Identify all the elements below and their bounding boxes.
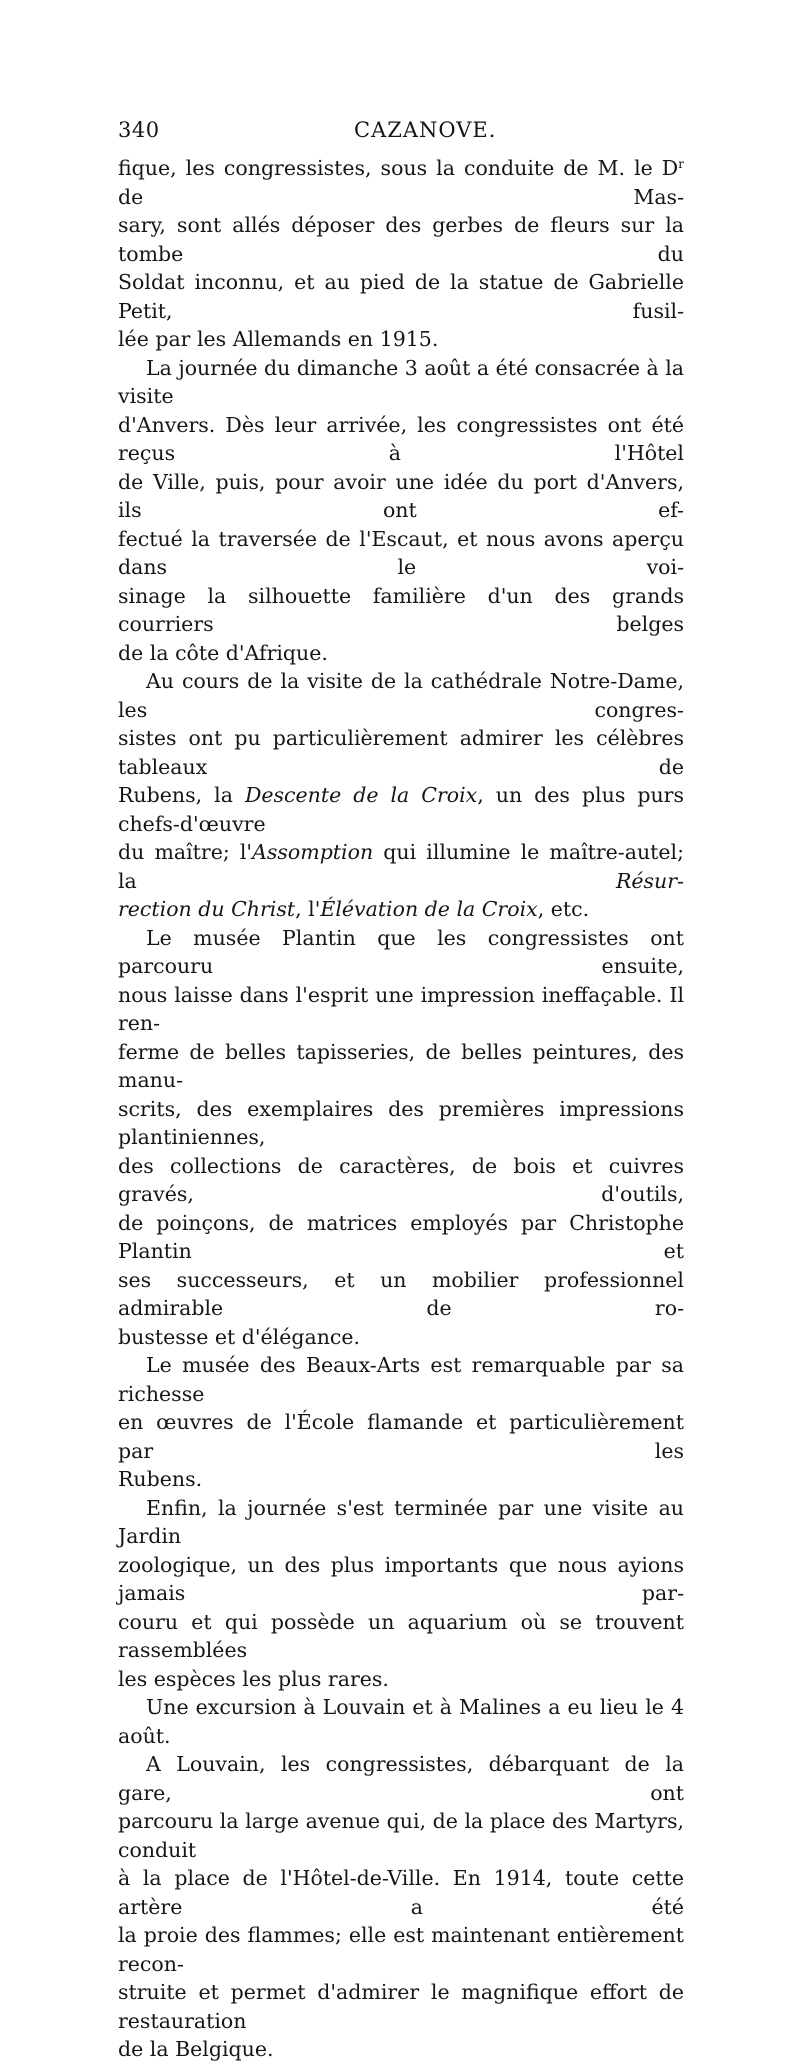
text-line: Une excursion à Louvain et à Malines a eu lieu le 4 août. xyxy=(118,1695,684,1748)
text-line: couru et qui possède un aquarium où se trouvent rassemblées xyxy=(118,1609,684,1662)
text-line: parcouru la large avenue qui, de la place des Martyrs, conduit xyxy=(118,1809,684,1862)
text-line: de poinçons, de matrices employés par Christophe Plantin et xyxy=(118,1210,684,1263)
text-line: zoologique, un des plus importants que nous ayions jamais par- xyxy=(118,1552,684,1605)
text-line: de la Belgique. xyxy=(118,2037,274,2061)
running-title: CAZANOVE. xyxy=(354,118,497,142)
text-line: Le musée Plantin que les congressistes ont parcouru ensuite, xyxy=(118,925,684,978)
text-line: Au cours de la visite de la cathédrale Notre-Dame, les congres- xyxy=(118,669,684,722)
text-line: lée par les Allemands en 1915. xyxy=(118,327,439,351)
text-line: sistes ont pu particulièrement admirer les célèbres tableaux de xyxy=(118,726,684,779)
text-line: de la côte d'Afrique. xyxy=(118,640,328,665)
text-line: bustesse et d'élégance. xyxy=(118,1324,361,1349)
text-line: fectué la traversée de l'Escaut, et nous avons aperçu dans le voi- xyxy=(118,526,684,579)
text-line: struite et permet d'admirer le magnifique effort de restauration xyxy=(118,1980,684,2033)
text-line: Rubens, la Descente de la Croix, un des plus purs chefs-d'œuvre xyxy=(118,783,684,836)
text-line: d'Anvers. Dès leur arrivée, les congressistes ont été reçus à l'Hôtel xyxy=(118,412,684,465)
text-line: sinage la silhouette familière d'un des grands courriers belges xyxy=(118,583,684,636)
text-line: du maître; l'Assomption qui illumine le maître-autel; la Résur- xyxy=(118,840,684,893)
text-line: A Louvain, les congressistes, débarquant de la gare, ont xyxy=(118,1752,684,1805)
text-line: ferme de belles tapisseries, de belles peintures, des manu- xyxy=(118,1039,684,1092)
text-line: nous laisse dans l'esprit une impression ineffaçable. Il ren- xyxy=(118,982,684,1035)
page-header xyxy=(118,118,678,152)
text-line: de Ville, puis, pour avoir une idée du port d'Anvers, ils ont ef- xyxy=(118,469,684,522)
text-line: scrits, des exemplaires des premières impressions plantiniennes, xyxy=(118,1096,684,1149)
text-line: Enfin, la journée s'est terminée par une visite au Jardin xyxy=(118,1495,684,1548)
text-line: fique, les congressistes, sous la conduite de M. le $D^r$ de Mas- xyxy=(118,156,684,209)
text-line: Le musée des Beaux-Arts est remarquable par sa richesse xyxy=(118,1353,684,1406)
text-line: les espèces les plus rares. xyxy=(118,1666,389,1691)
text-line: en œuvres de l'École flamande et particulièrement par les xyxy=(118,1410,684,1463)
text-line: à la place de l'Hôtel-de-Ville. En 1914, toute cette artère a été xyxy=(118,1866,684,1919)
text-line: Soldat inconnu, et au pied de la statue de Gabrielle Petit, fusil- xyxy=(118,270,684,323)
body-text xyxy=(118,154,684,2064)
text-line: rection du Christ, l'Élévation de la Croix, etc. xyxy=(118,897,590,921)
text-line: ses successeurs, et un mobilier professionnel admirable de ro- xyxy=(118,1267,684,1320)
text-line: sary, sont allés déposer des gerbes de fleurs sur la tombe du xyxy=(118,213,684,266)
text-line: des collections de caractères, de bois et cuivres gravés, d'outils, xyxy=(118,1153,684,1206)
text-line: La journée du dimanche 3 août a été consacrée à la visite xyxy=(118,355,684,408)
text-line: la proie des flammes; elle est maintenant entièrement recon- xyxy=(118,1923,684,1976)
text-line: Rubens. xyxy=(118,1467,203,1491)
page-number: 340 xyxy=(118,118,160,142)
